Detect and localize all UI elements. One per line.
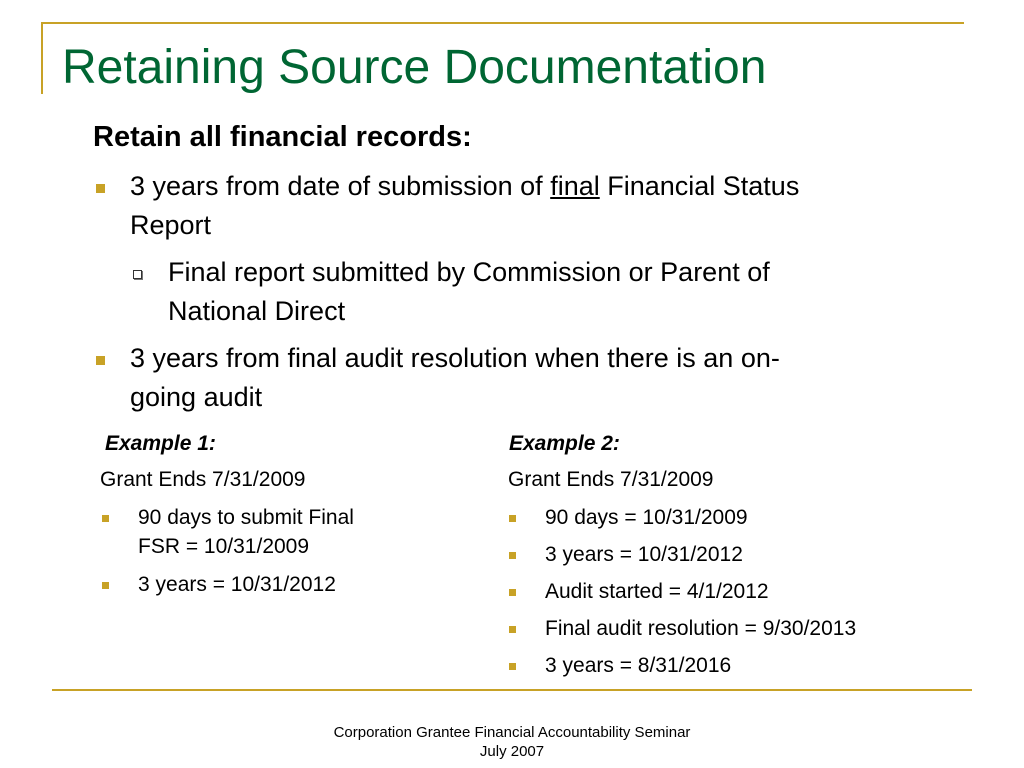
example-1-item-1-line-1: 90 days to submit Final [138, 506, 354, 529]
example-2-item-1: 90 days = 10/31/2009 [545, 506, 748, 529]
example-2-item-5: 3 years = 8/31/2016 [545, 654, 732, 677]
example-1-grant: Grant Ends 7/31/2009 [100, 468, 306, 491]
bullet-2-line-2: going audit [130, 382, 263, 412]
square-bullet-icon [509, 663, 516, 670]
example-1-heading: Example 1: [105, 432, 216, 455]
square-bullet-icon [102, 582, 109, 589]
example-2-grant: Grant Ends 7/31/2009 [508, 468, 714, 491]
square-bullet-icon [509, 552, 516, 559]
frame-top-rule [41, 22, 964, 24]
bullet-1-line-2: Report [130, 210, 212, 240]
bullet-1-line-1 [130, 167, 799, 205]
square-bullet-icon [509, 589, 516, 596]
section-heading: Retain all financial records: [93, 121, 472, 153]
square-bullet-icon [96, 184, 105, 193]
sub-bullet-line-2: National Direct [168, 296, 346, 326]
example-2-item-2: 3 years = 10/31/2012 [545, 543, 743, 566]
square-bullet-icon [96, 356, 105, 365]
bullet-1-underlined-word: final [550, 171, 600, 201]
bullet-2-line-1: 3 years from final audit resolution when there is an on- [130, 343, 780, 373]
example-2-item-4: Final audit resolution = 9/30/2013 [545, 617, 857, 640]
hollow-square-bullet-icon [133, 270, 142, 279]
sub-bullet-line-1: Final report submitted by Commission or Parent of [168, 257, 770, 287]
footer-seminar: Corporation Grantee Financial Accountability Seminar [333, 724, 691, 741]
example-1-item-1-line-2: FSR = 10/31/2009 [138, 535, 310, 558]
footer-divider [52, 689, 972, 691]
bullet-1-text-pre: 3 years from date of submission of [130, 171, 551, 201]
slide-title: Retaining Source Documentation [62, 41, 767, 94]
square-bullet-icon [509, 515, 516, 522]
footer-date: July 2007 [479, 743, 545, 760]
square-bullet-icon [102, 515, 109, 522]
frame-left-rule [41, 22, 43, 94]
footer [262, 723, 762, 761]
example-2-item-3: Audit started = 4/1/2012 [545, 580, 769, 603]
example-2-heading: Example 2: [509, 432, 620, 455]
example-1-item-2: 3 years = 10/31/2012 [138, 573, 336, 596]
bullet-1-text-post: Financial Status [599, 171, 800, 201]
square-bullet-icon [509, 626, 516, 633]
